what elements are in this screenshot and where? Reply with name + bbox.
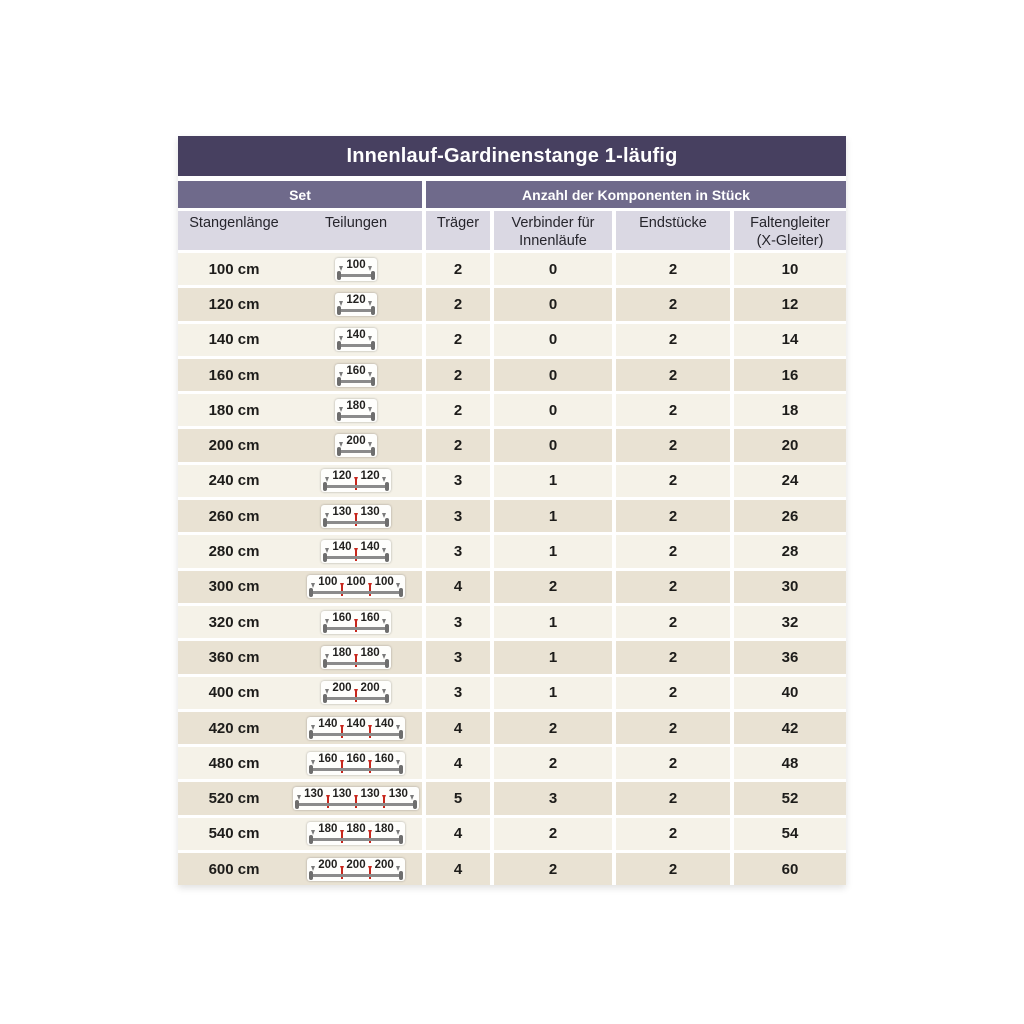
traeger-value: 4 <box>426 712 490 744</box>
rod-bar-icon <box>311 838 401 841</box>
verbinder-value: 1 <box>494 500 612 532</box>
endstuecke-value: 2 <box>616 641 730 673</box>
rod-segments <box>310 576 402 589</box>
rod-diagram-area <box>290 258 422 281</box>
rod-bar-icon <box>325 697 386 700</box>
rod-segments <box>310 823 402 836</box>
rod-bar-icon <box>339 450 372 453</box>
segment-length-label: 130 <box>332 788 352 801</box>
rod-end-arrow-icon <box>367 365 374 378</box>
segment-length-label: 180 <box>332 646 352 659</box>
rod-joint-icon <box>367 859 374 872</box>
rod-segments <box>324 541 387 554</box>
rod-segments <box>310 859 402 872</box>
traeger-value: 3 <box>426 641 490 673</box>
verbinder-value: 0 <box>494 394 612 426</box>
traeger-value: 4 <box>426 853 490 885</box>
rod-end-arrow-icon <box>367 259 374 272</box>
endstuecke-value: 2 <box>616 359 730 391</box>
rod-end-arrow-icon <box>310 718 317 731</box>
rod-joint-icon <box>353 506 360 519</box>
segment-length-label: 200 <box>346 435 366 448</box>
rod-joint-icon <box>338 753 345 766</box>
rod-diagram <box>321 646 390 669</box>
rod-diagram <box>335 328 376 351</box>
rod-length-value: 120 cm <box>208 295 260 313</box>
rod-end-arrow-icon <box>381 506 388 519</box>
rod-diagram-area <box>290 328 422 351</box>
rod-end-arrow-icon <box>338 259 345 272</box>
segment-length-label: 180 <box>318 823 338 836</box>
table-row <box>178 641 846 673</box>
segment-length-label: 200 <box>318 858 338 871</box>
rod-diagram <box>335 293 376 316</box>
rod-diagram <box>321 505 390 528</box>
rod-diagram <box>293 787 419 810</box>
verbinder-value: 0 <box>494 288 612 320</box>
rod-diagram-area <box>290 681 422 704</box>
traeger-value: 2 <box>426 429 490 461</box>
set-cell <box>178 747 422 779</box>
endstuecke-value: 2 <box>616 500 730 532</box>
rod-joint-icon <box>353 682 360 695</box>
rod-diagram <box>307 575 405 598</box>
traeger-value: 3 <box>426 465 490 497</box>
rod-diagram-area <box>290 787 422 810</box>
segment-length-label: 160 <box>346 752 366 765</box>
rod-bar-icon <box>325 662 386 665</box>
faltengleiter-value: 54 <box>734 818 846 850</box>
endstuecke-value: 2 <box>616 394 730 426</box>
rod-joint-icon <box>381 788 388 801</box>
rod-joint-icon <box>338 859 345 872</box>
segment-length-label: 200 <box>374 858 394 871</box>
table-row <box>178 324 846 356</box>
rod-end-arrow-icon <box>395 718 402 731</box>
rod-bar-icon <box>325 521 386 524</box>
rod-joint-icon <box>367 823 374 836</box>
rod-segments <box>296 788 416 801</box>
rod-length-value: 240 cm <box>208 472 260 490</box>
table-row <box>178 853 846 885</box>
rod-end-arrow-icon <box>324 647 331 660</box>
endstuecke-value: 2 <box>616 712 730 744</box>
segment-length-label: 130 <box>360 788 380 801</box>
rod-joint-icon <box>353 647 360 660</box>
faltengleiter-value: 26 <box>734 500 846 532</box>
segment-length-label: 180 <box>346 823 366 836</box>
table-row <box>178 535 846 567</box>
rod-bar-icon <box>339 344 372 347</box>
column-header-teilungen: Teilungen <box>324 215 388 231</box>
segment-length-label: 130 <box>388 788 408 801</box>
rod-end-arrow-icon <box>367 400 374 413</box>
header-group-set: Set <box>178 181 422 208</box>
endstuecke-value: 2 <box>616 782 730 814</box>
faltengleiter-value: 10 <box>734 253 846 285</box>
segment-length-label: 100 <box>346 576 366 589</box>
rod-diagram-area <box>290 858 422 881</box>
rod-joint-icon <box>367 753 374 766</box>
rod-segments <box>338 435 373 448</box>
traeger-value: 2 <box>426 359 490 391</box>
segment-length-label: 120 <box>332 470 352 483</box>
set-cell <box>178 712 422 744</box>
set-cell <box>178 641 422 673</box>
segment-length-label: 100 <box>318 576 338 589</box>
segment-length-label: 200 <box>346 858 366 871</box>
rod-segments <box>324 612 387 625</box>
rod-length-value: 100 cm <box>208 260 260 278</box>
rod-bar-icon <box>325 627 386 630</box>
segment-length-label: 100 <box>374 576 394 589</box>
rod-diagram-area <box>290 575 422 598</box>
column-header-stangenlaenge: Stangenlänge <box>189 215 279 231</box>
rod-diagram-area <box>290 611 422 634</box>
faltengleiter-value: 60 <box>734 853 846 885</box>
table-row <box>178 677 846 709</box>
endstuecke-value: 2 <box>616 465 730 497</box>
rod-bar-icon <box>297 803 415 806</box>
table-row <box>178 253 846 285</box>
segment-length-label: 130 <box>304 788 324 801</box>
table-row <box>178 500 846 532</box>
rod-joint-icon <box>367 718 374 731</box>
rod-joint-icon <box>338 823 345 836</box>
rod-diagram <box>335 399 376 422</box>
rod-length-value: 540 cm <box>208 825 260 843</box>
rod-end-arrow-icon <box>381 612 388 625</box>
rod-diagram-area <box>290 293 422 316</box>
rod-joint-icon <box>353 541 360 554</box>
table-row <box>178 747 846 779</box>
rod-end-arrow-icon <box>395 753 402 766</box>
set-cell <box>178 359 422 391</box>
rod-end-arrow-icon <box>367 294 374 307</box>
segment-length-label: 160 <box>374 752 394 765</box>
verbinder-value: 0 <box>494 429 612 461</box>
table-row <box>178 359 846 391</box>
rod-bar-icon <box>311 874 401 877</box>
rod-joint-icon <box>353 612 360 625</box>
rod-diagram <box>321 540 390 563</box>
rod-length-value: 160 cm <box>208 366 260 384</box>
rod-bar-icon <box>311 768 401 771</box>
rod-length-value: 140 cm <box>208 331 260 349</box>
rod-length-value: 260 cm <box>208 507 260 525</box>
rod-diagram <box>307 822 405 845</box>
traeger-value: 3 <box>426 677 490 709</box>
faltengleiter-value: 42 <box>734 712 846 744</box>
verbinder-value: 3 <box>494 782 612 814</box>
faltengleiter-value: 28 <box>734 535 846 567</box>
endstuecke-value: 2 <box>616 606 730 638</box>
rod-length-value: 300 cm <box>208 578 260 596</box>
set-cell <box>178 500 422 532</box>
rod-diagram <box>335 434 376 457</box>
rod-diagram <box>335 258 376 281</box>
rod-length-value: 280 cm <box>208 543 260 561</box>
verbinder-value: 1 <box>494 465 612 497</box>
rod-length-value: 200 cm <box>208 437 260 455</box>
rod-segments <box>338 329 373 342</box>
faltengleiter-value: 30 <box>734 571 846 603</box>
segment-length-label: 100 <box>346 258 366 271</box>
segment-length-label: 180 <box>374 823 394 836</box>
rod-segments <box>310 753 402 766</box>
rod-segments <box>338 365 373 378</box>
rod-bar-icon <box>311 733 401 736</box>
segment-length-label: 160 <box>318 752 338 765</box>
endstuecke-value: 2 <box>616 818 730 850</box>
rod-end-arrow-icon <box>338 294 345 307</box>
verbinder-value: 1 <box>494 535 612 567</box>
rod-bar-icon <box>339 415 372 418</box>
traeger-value: 3 <box>426 606 490 638</box>
rod-diagram-area <box>290 752 422 775</box>
set-cell <box>178 571 422 603</box>
verbinder-value: 2 <box>494 853 612 885</box>
traeger-value: 2 <box>426 324 490 356</box>
verbinder-value: 0 <box>494 253 612 285</box>
table-body <box>178 253 846 885</box>
segment-length-label: 180 <box>346 399 366 412</box>
faltengleiter-value: 48 <box>734 747 846 779</box>
verbinder-value: 1 <box>494 641 612 673</box>
rod-bar-icon <box>339 309 372 312</box>
rod-diagram-area <box>290 717 422 740</box>
header-group-components: Anzahl der Komponenten in Stück <box>426 181 846 208</box>
table-row <box>178 606 846 638</box>
segment-length-label: 130 <box>332 505 352 518</box>
traeger-value: 2 <box>426 394 490 426</box>
table-title: Innenlauf-Gardinenstange 1-läufig <box>178 136 846 176</box>
endstuecke-value: 2 <box>616 677 730 709</box>
segment-length-label: 200 <box>360 682 380 695</box>
column-header-set <box>178 211 422 250</box>
table-row <box>178 288 846 320</box>
rod-length-value: 600 cm <box>208 860 260 878</box>
rod-joint-icon <box>367 576 374 589</box>
rod-end-arrow-icon <box>310 753 317 766</box>
rod-diagram-area <box>290 434 422 457</box>
segment-length-label: 200 <box>332 682 352 695</box>
rod-length-value: 180 cm <box>208 401 260 419</box>
set-cell <box>178 606 422 638</box>
verbinder-value: 2 <box>494 712 612 744</box>
rod-end-arrow-icon <box>338 365 345 378</box>
rod-diagram <box>307 717 405 740</box>
rod-joint-icon <box>324 788 331 801</box>
rod-end-arrow-icon <box>324 612 331 625</box>
set-cell <box>178 677 422 709</box>
set-cell <box>178 853 422 885</box>
faltengleiter-value: 32 <box>734 606 846 638</box>
traeger-value: 2 <box>426 288 490 320</box>
segment-length-label: 120 <box>360 470 380 483</box>
set-cell <box>178 535 422 567</box>
set-cell <box>178 394 422 426</box>
rod-diagram <box>335 364 376 387</box>
set-cell <box>178 818 422 850</box>
rod-length-value: 360 cm <box>208 648 260 666</box>
rod-segments <box>338 259 373 272</box>
rod-diagram-area <box>290 469 422 492</box>
column-header-traeger: Träger <box>426 211 490 250</box>
segment-length-label: 160 <box>346 364 366 377</box>
table-row <box>178 571 846 603</box>
column-header-faltengleiter <box>734 211 846 250</box>
column-header-verbinder-line1: Verbinder für <box>511 215 595 231</box>
rod-segments <box>324 470 387 483</box>
rod-diagram-area <box>290 646 422 669</box>
component-table <box>178 136 846 885</box>
traeger-value: 2 <box>426 253 490 285</box>
verbinder-value: 0 <box>494 359 612 391</box>
endstuecke-value: 2 <box>616 747 730 779</box>
segment-length-label: 130 <box>360 505 380 518</box>
rod-segments <box>310 718 402 731</box>
column-header-row <box>178 211 846 250</box>
rod-bar-icon <box>339 274 372 277</box>
rod-end-arrow-icon <box>338 400 345 413</box>
rod-diagram <box>307 858 405 881</box>
faltengleiter-value: 12 <box>734 288 846 320</box>
segment-length-label: 140 <box>318 717 338 730</box>
segment-length-label: 160 <box>332 611 352 624</box>
rod-length-value: 480 cm <box>208 754 260 772</box>
endstuecke-value: 2 <box>616 853 730 885</box>
faltengleiter-value: 14 <box>734 324 846 356</box>
table-row <box>178 429 846 461</box>
segment-length-label: 120 <box>346 293 366 306</box>
endstuecke-value: 2 <box>616 288 730 320</box>
column-header-endstuecke: Endstücke <box>616 211 730 250</box>
rod-segments <box>324 682 387 695</box>
verbinder-value: 1 <box>494 677 612 709</box>
verbinder-value: 1 <box>494 606 612 638</box>
table-row <box>178 394 846 426</box>
rod-diagram-area <box>290 399 422 422</box>
rod-segments <box>324 647 387 660</box>
endstuecke-value: 2 <box>616 535 730 567</box>
rod-segments <box>338 400 373 413</box>
set-cell <box>178 465 422 497</box>
set-cell <box>178 782 422 814</box>
rod-diagram-area <box>290 540 422 563</box>
faltengleiter-value: 40 <box>734 677 846 709</box>
rod-diagram <box>307 752 405 775</box>
verbinder-value: 0 <box>494 324 612 356</box>
traeger-value: 5 <box>426 782 490 814</box>
verbinder-value: 2 <box>494 747 612 779</box>
rod-segments <box>324 506 387 519</box>
faltengleiter-value: 16 <box>734 359 846 391</box>
rod-segments <box>338 294 373 307</box>
segment-length-label: 140 <box>346 329 366 342</box>
rod-diagram <box>321 469 390 492</box>
endstuecke-value: 2 <box>616 253 730 285</box>
traeger-value: 4 <box>426 571 490 603</box>
traeger-value: 3 <box>426 500 490 532</box>
header-group-row <box>178 181 846 208</box>
faltengleiter-value: 36 <box>734 641 846 673</box>
verbinder-value: 2 <box>494 571 612 603</box>
segment-length-label: 140 <box>346 717 366 730</box>
rod-bar-icon <box>325 556 386 559</box>
verbinder-value: 2 <box>494 818 612 850</box>
rod-bar-icon <box>325 485 386 488</box>
set-cell <box>178 253 422 285</box>
endstuecke-value: 2 <box>616 571 730 603</box>
table-row <box>178 465 846 497</box>
rod-diagram-area <box>290 505 422 528</box>
rod-end-arrow-icon <box>324 506 331 519</box>
rod-bar-icon <box>311 591 401 594</box>
traeger-value: 4 <box>426 818 490 850</box>
faltengleiter-value: 52 <box>734 782 846 814</box>
rod-joint-icon <box>353 788 360 801</box>
endstuecke-value: 2 <box>616 429 730 461</box>
segment-length-label: 140 <box>332 541 352 554</box>
column-header-faltengleiter-line2: (X-Gleiter) <box>756 233 824 249</box>
set-cell <box>178 324 422 356</box>
segment-length-label: 180 <box>360 646 380 659</box>
rod-length-value: 420 cm <box>208 719 260 737</box>
table-row <box>178 818 846 850</box>
rod-diagram <box>321 681 390 704</box>
rod-end-arrow-icon <box>395 859 402 872</box>
faltengleiter-value: 18 <box>734 394 846 426</box>
rod-length-value: 520 cm <box>208 790 260 808</box>
segment-length-label: 140 <box>360 541 380 554</box>
table-row <box>178 782 846 814</box>
endstuecke-value: 2 <box>616 324 730 356</box>
segment-length-label: 140 <box>374 717 394 730</box>
set-cell <box>178 429 422 461</box>
rod-diagram-area <box>290 364 422 387</box>
column-header-faltengleiter-line1: Faltengleiter <box>750 215 830 231</box>
rod-length-value: 320 cm <box>208 613 260 631</box>
column-header-verbinder-line2: Innenläufe <box>519 233 587 249</box>
traeger-value: 4 <box>426 747 490 779</box>
rod-bar-icon <box>339 380 372 383</box>
faltengleiter-value: 20 <box>734 429 846 461</box>
column-header-verbinder <box>494 211 612 250</box>
rod-joint-icon <box>353 470 360 483</box>
rod-joint-icon <box>338 576 345 589</box>
traeger-value: 3 <box>426 535 490 567</box>
set-cell <box>178 288 422 320</box>
table-row <box>178 712 846 744</box>
faltengleiter-value: 24 <box>734 465 846 497</box>
segment-length-label: 160 <box>360 611 380 624</box>
rod-joint-icon <box>338 718 345 731</box>
rod-diagram <box>321 611 390 634</box>
rod-end-arrow-icon <box>310 859 317 872</box>
rod-end-arrow-icon <box>381 647 388 660</box>
rod-diagram-area <box>290 822 422 845</box>
rod-length-value: 400 cm <box>208 684 260 702</box>
